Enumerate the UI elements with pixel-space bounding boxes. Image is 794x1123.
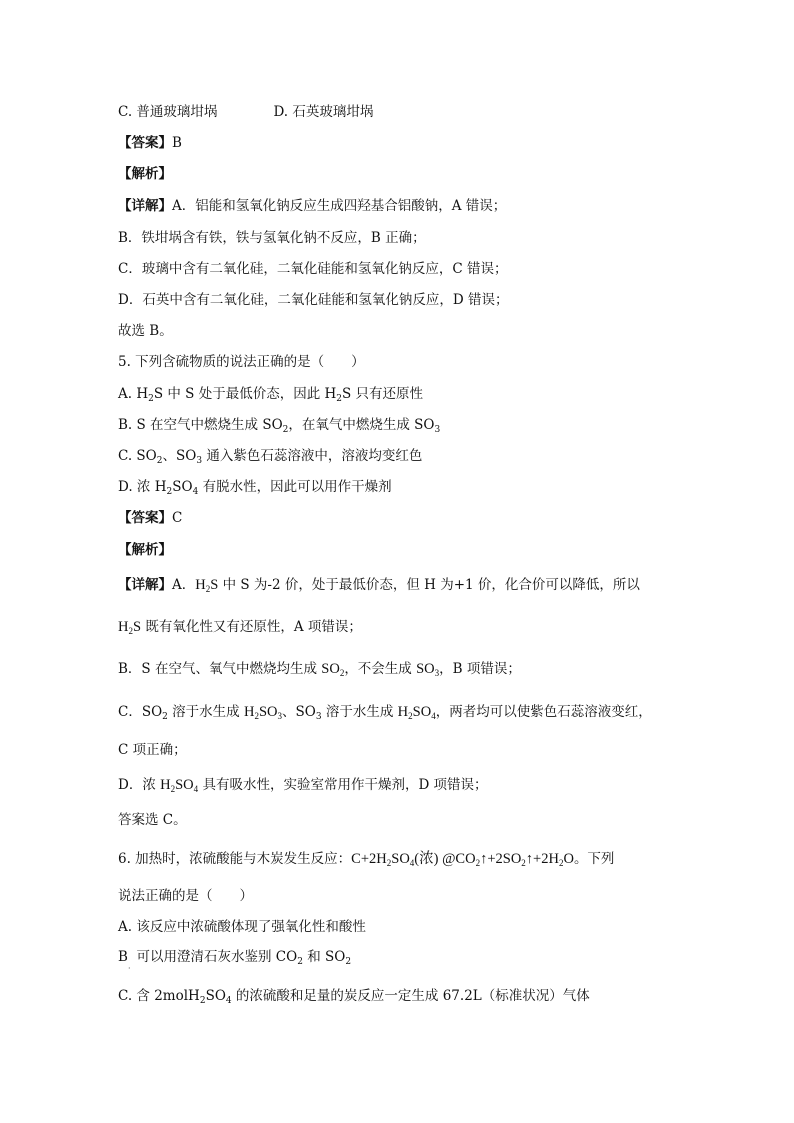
q4-detail-a: A．铝能和氢氧化钠反应生成四羟基合铝酸钠，A 错误；: [172, 198, 507, 214]
q5-stem: 5. 下列含硫物质的说法正确的是（ ）: [118, 354, 365, 370]
q6-option-b: B 可以用澄清石灰水鉴别 $CO_2$ 和 $SO_2$: [118, 949, 352, 967]
q4-detail-label: 【详解】: [118, 198, 172, 214]
q5-answer: [118, 509, 182, 527]
q5-detail-a-line1: 【详解】A．$H_2S$ 中 S 为-2 价，处于最低价态，但 H 为+1 价，化合价可以降低，所以: [118, 577, 640, 594]
q6-stem-line1: 6. 加热时，浓硫酸能与木炭发生反应：$C+2H_2SO_4$(浓) $@CO_2↑+2SO_2↑+2H_2O$。下列: [118, 851, 615, 868]
q5-detail-c-line1: C．$SO_2$ 溶于水生成 $H_2SO_3$、$SO_3$ 溶于水生成 $H_2SO_4$，两者均可以使紫色石蕊溶液变红，: [118, 704, 652, 722]
q6-option-a: A. 该反应中浓硫酸体现了强氧化性和酸性: [118, 919, 366, 935]
q5-answer-value: C: [172, 510, 183, 526]
q4-detail-d: D．石英中含有二氧化硅，二氧化硅能和氢氧化钠反应，D 错误；: [118, 292, 509, 308]
q5-conclusion: 答案选 C。: [118, 812, 187, 828]
q4-detail-b: B．铁坩埚含有铁，铁与氢氧化钠不反应，B 正确；: [118, 230, 426, 246]
q5-option-a: A. $H_2S$ 中 S 处于最低价态，因此 $H_2S$ 只有还原性: [118, 386, 424, 404]
q5-option-b: B. S 在空气中燃烧生成 $SO_2$，在氧气中燃烧生成 $SO_3$: [118, 417, 441, 435]
q5-detail-b: B．S 在空气、氧气中燃烧均生成 $SO_2$，不会生成 $SO_3$，B 项错误；: [118, 661, 521, 678]
stray-dot-mark: ·: [128, 964, 131, 973]
q4-detail-c: C．玻璃中含有二氧化硅，二氧化硅能和氢氧化钠反应，C 错误；: [118, 261, 508, 277]
q5-detail-d: D．浓 $H_2SO_4$ 具有吸水性，实验室常用作干燥剂，D 项错误；: [118, 777, 488, 794]
q5-answer-label: 【答案】: [118, 510, 172, 526]
q4-detail-a-line: [118, 197, 506, 215]
q5-analysis-label: 【解析】: [118, 542, 172, 558]
q4-options-cd: [118, 103, 373, 121]
q4-answer: [118, 134, 182, 152]
q4-answer-value: B: [172, 135, 182, 151]
q4-option-d: D. 石英玻璃坩埚: [273, 104, 374, 120]
q4-analysis-label: 【解析】: [118, 166, 172, 182]
q5-option-c: C. $SO_2$、$SO_3$ 通入紫色石蕊溶液中，溶液均变红色: [118, 448, 423, 466]
q4-option-c: C. 普通玻璃坩埚: [118, 104, 218, 120]
q6-option-c: C. 含 $2molH_2SO_4$ 的浓硫酸和足量的炭反应一定生成 67.2L（标准状况）气体: [118, 988, 590, 1006]
q6-stem-line2: 说法正确的是（ ）: [118, 888, 253, 904]
q5-detail-label: 【详解】: [118, 577, 172, 593]
q5-detail-a-line2: $H_2S$ 既有氧化性又有还原性，A 项错误；: [118, 619, 362, 636]
q4-conclusion: 故选 B。: [118, 323, 173, 339]
q4-answer-label: 【答案】: [118, 135, 172, 151]
q5-option-d: D. 浓 $H_2SO_4$ 有脱水性，因此可以用作干燥剂: [118, 479, 392, 497]
q5-detail-c-line2: C 项正确；: [118, 742, 187, 758]
